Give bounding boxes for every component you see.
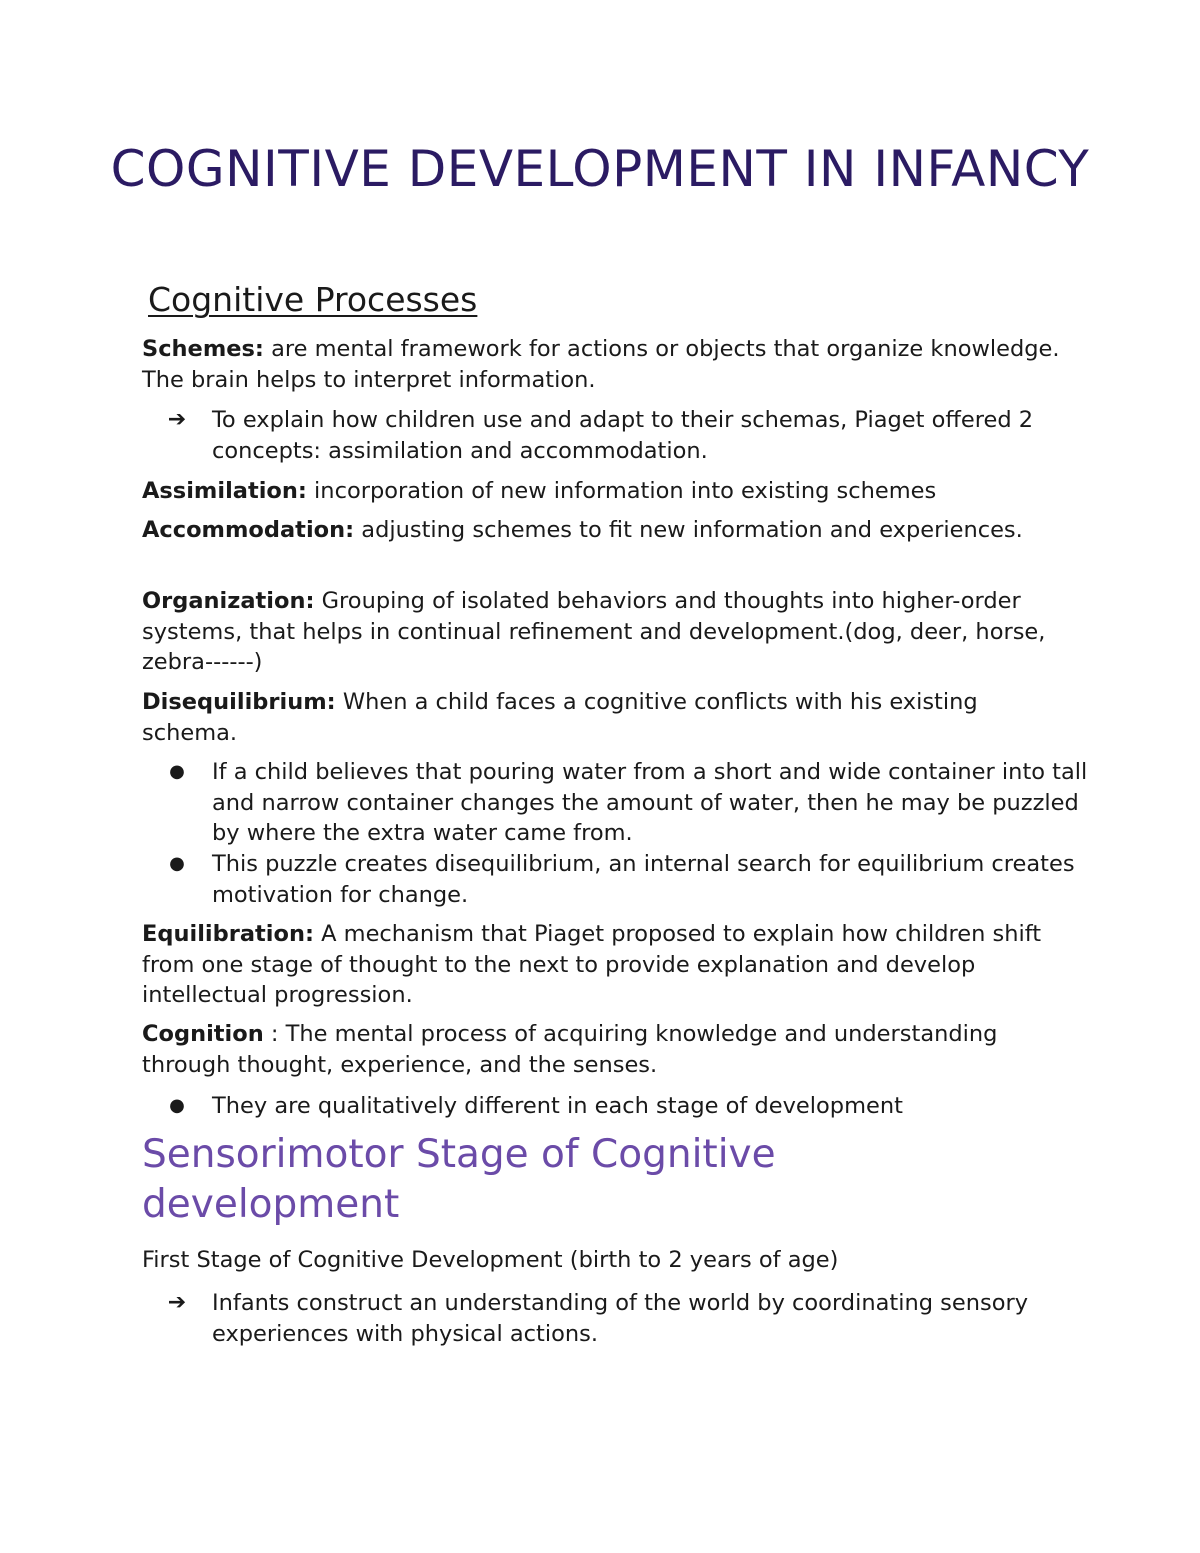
bullet-dot-icon: ●	[169, 1095, 185, 1116]
term-schemes: Schemes:	[142, 336, 264, 362]
arrow-bullet-icon: ➔	[167, 1290, 187, 1315]
list-item-text: To explain how children use and adapt to their schemas, Piaget offered 2 concepts: assimilation and accommodation.	[212, 407, 1034, 464]
bullet-dot-icon: ●	[169, 761, 185, 782]
list-item-qualitatively-different	[169, 1091, 1092, 1122]
list-item-puzzle	[169, 849, 1092, 910]
bullet-dot-icon: ●	[169, 853, 185, 874]
list-item-text: They are qualitatively different in each stage of development	[212, 1093, 903, 1119]
paragraph-schemes	[142, 334, 1062, 395]
list-item-text: This puzzle creates disequilibrium, an internal search for equilibrium creates motivation for change.	[212, 851, 1075, 908]
term-accommodation: Accommodation:	[142, 517, 355, 543]
paragraph-accommodation	[142, 515, 1062, 546]
list-item-text: If a child believes that pouring water from a short and wide container into tall and narrow container changes the amount of water, then he may be puzzled by where the extra water came from.	[212, 759, 1088, 846]
paragraph-assimilation	[142, 476, 1062, 507]
paragraph-cognition	[142, 1019, 1062, 1080]
paragraph-disequilibrium	[142, 687, 1062, 748]
list-item-text: Infants construct an understanding of the world by coordinating sensory experiences with physical actions.	[212, 1290, 1029, 1347]
term-cognition: Cognition	[142, 1021, 264, 1047]
paragraph-organization	[142, 586, 1062, 678]
arrow-bullet-icon: ➔	[167, 407, 187, 432]
list-item-water-example	[169, 757, 1092, 849]
document-title: COGNITIVE DEVELOPMENT IN INFANCY	[110, 140, 1090, 198]
definition-schemes: are mental framework for actions or objects that organize knowledge. The brain helps to interpret information.	[142, 336, 1060, 393]
definition-equilibration: A mechanism that Piaget proposed to explain how children shift from one stage of thought to the next to provide explanation and develop intellectual progression.	[142, 921, 1042, 1008]
list-item-sensorimotor-arrow	[167, 1288, 1092, 1349]
definition-organization: Grouping of isolated behaviors and thoughts into higher-order systems, that helps in continual refinement and development.(dog, deer, horse, zebra------)	[142, 588, 1046, 675]
definition-disequilibrium: When a child faces a cognitive conflicts with his existing schema.	[142, 689, 978, 746]
section-heading-sensorimotor-stage: Sensorimotor Stage of Cognitive development	[142, 1132, 776, 1227]
term-assimilation: Assimilation:	[142, 478, 307, 504]
paragraph-first-stage: First Stage of Cognitive Development (birth to 2 years of age)	[142, 1247, 839, 1273]
term-equilibration: Equilibration:	[142, 921, 314, 947]
section-heading-cognitive-processes: Cognitive Processes	[148, 280, 478, 319]
list-item-schemes-arrow	[167, 405, 1092, 466]
definition-accommodation: adjusting schemes to fit new information and experiences.	[354, 517, 1023, 543]
definition-assimilation: incorporation of new information into existing schemes	[306, 478, 937, 504]
definition-cognition: : The mental process of acquiring knowledge and understanding through thought, experience, and the senses.	[142, 1021, 998, 1078]
term-organization: Organization:	[142, 588, 315, 614]
term-disequilibrium: Disequilibrium:	[142, 689, 336, 715]
paragraph-equilibration	[142, 919, 1062, 1011]
